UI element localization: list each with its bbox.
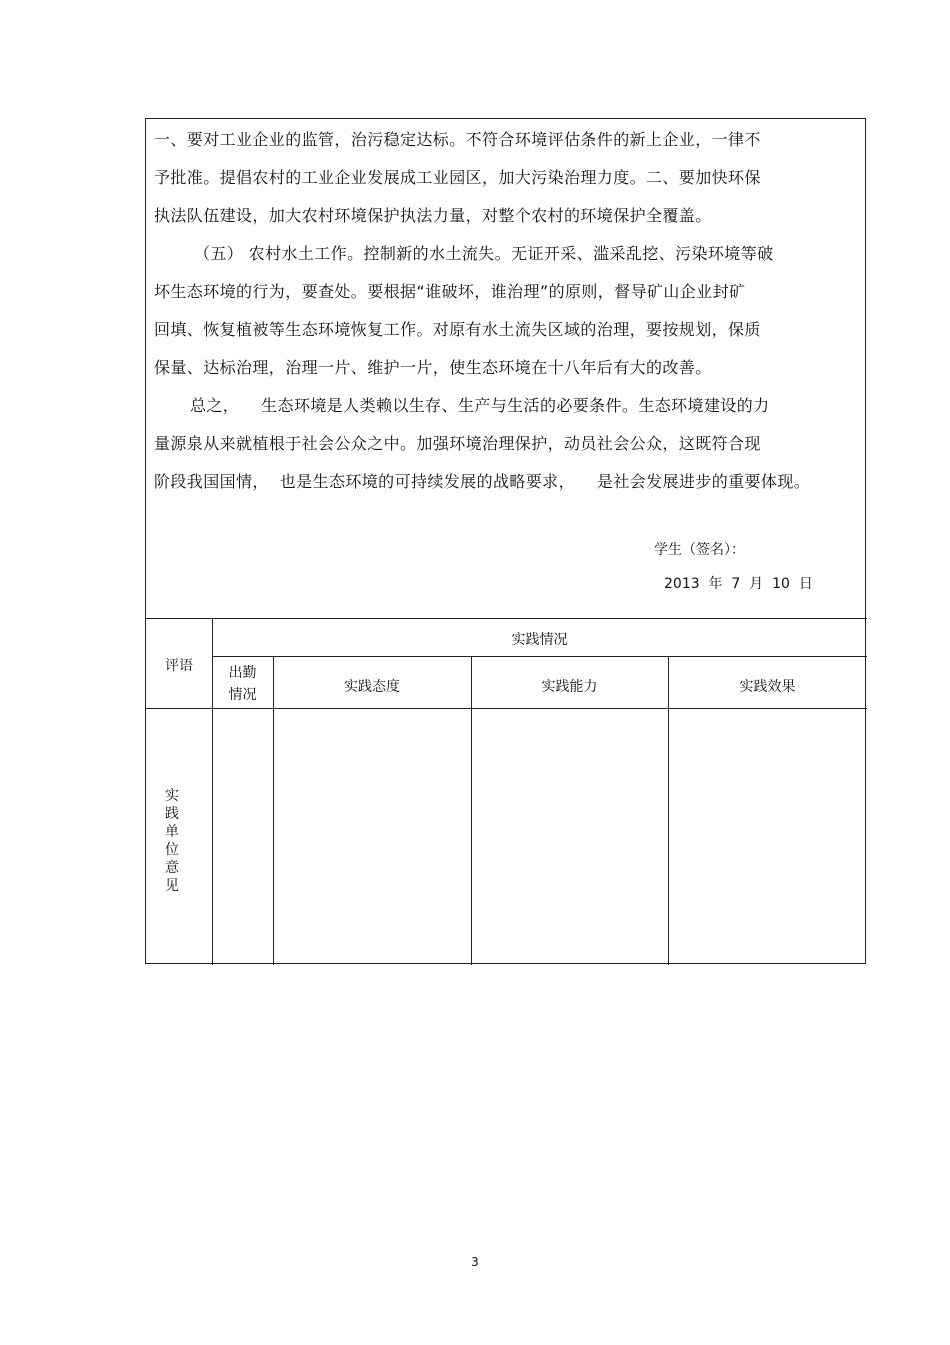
body-line: 坏生态环境的行为，要查处。要根据“谁破坏，谁治理”的原则，督导矿山企业封矿: [154, 282, 746, 301]
page-number: 3: [471, 1255, 479, 1269]
signature-date: 2013 年 7 月 10 日: [664, 576, 813, 592]
column-divider: [471, 656, 472, 965]
unit-opinion-char: 见: [165, 878, 179, 894]
form-frame: [145, 118, 866, 964]
unit-opinion-label: [162, 787, 182, 895]
body-line: 一、要对工业企业的监管，治污稳定达标。不符合环境评估条件的新上企业，一律不: [154, 130, 761, 149]
table-top-border: [146, 618, 867, 619]
body-line: 回填、恢复植被等生态环境恢复工作。对原有水土流失区域的治理，要按规划，保质: [154, 320, 761, 339]
unit-opinion-char: 位: [165, 842, 179, 858]
practice-header: 实践情况: [511, 632, 568, 648]
body-line: （五） 农村水土工作。控制新的水土流失。无证开采、滥采乱挖、污染环境等破: [194, 244, 774, 263]
attendance-header: 出勤 情况: [228, 665, 257, 703]
body-line: 量源泉从来就植根于社会公众之中。加强环境治理保护，动员社会公众，这既符合现: [154, 434, 761, 453]
effect-header: 实践效果: [739, 679, 796, 695]
unit-opinion-char: 意: [165, 860, 179, 876]
body-line: 执法队伍建设，加大农村环境保护执法力量，对整个农村的环境保护全覆盖。: [154, 206, 712, 225]
student-signature-label: 学生（签名）：: [654, 542, 745, 558]
attitude-header: 实践态度: [344, 679, 400, 695]
header-divider: [212, 656, 867, 657]
unit-opinion-char: 单: [165, 824, 179, 840]
body-line: 保量、达标治理，治理一片、维护一片，使生态环境在十八年后有大的改善。: [154, 358, 712, 377]
column-divider: [273, 656, 274, 965]
body-line: 阶段我国国情， 也是生态环境的可持续发展的战略要求， 是社会发展进步的重要体现。: [154, 472, 811, 491]
review-label: 评语: [165, 658, 193, 674]
ability-header: 实践能力: [541, 679, 598, 695]
body-line: 总之， 生态环境是人类赖以生存、生产与生活的必要条件。生态环境建设的力: [190, 396, 770, 415]
header-bottom-border: [146, 708, 867, 709]
column-divider: [668, 656, 669, 965]
unit-opinion-char: 践: [165, 806, 179, 822]
body-line: 予批准。提倡农村的工业企业发展成工业园区，加大污染治理力度。二、要加快环保: [154, 168, 761, 187]
unit-opinion-char: 实: [165, 788, 179, 804]
